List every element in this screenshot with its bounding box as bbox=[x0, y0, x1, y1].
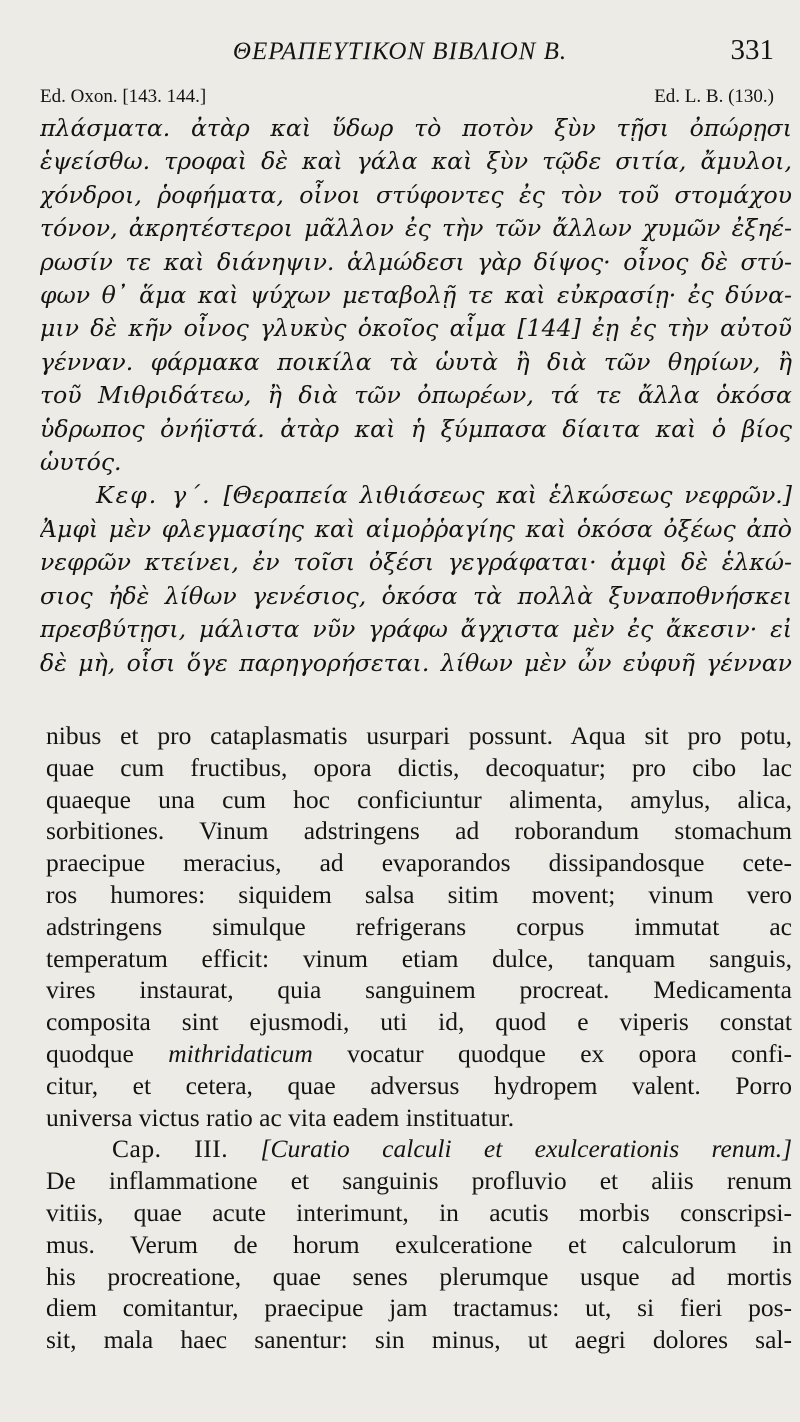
greek-line: ὑδρωπος ὀνήϊστά. ἀτὰρ καὶ ἡ ξύμπασα δίαιτα καὶ ὁ βίος bbox=[40, 414, 792, 443]
latin-word: quodque bbox=[46, 1038, 134, 1068]
latin-line: adstringens simulque refrigerans corpus immutat ac bbox=[46, 911, 792, 941]
latin-chapter-heading bbox=[46, 1133, 792, 1165]
latin-line: temperatum efficit: vinum etiam dulce, tanquam sanguis, bbox=[46, 943, 792, 973]
greek-line: δὲ μὴ, οἷσι ὅγε παρηγορήσεται. λίθων μὲν ὦν εὐφυῆ γένναν bbox=[40, 648, 792, 677]
latin-line: quaeque una cum hoc conficiuntur alimenta, amylus, alica, bbox=[46, 784, 792, 814]
greek-line: τοῦ Μιθριδάτεω, ἢ διὰ τῶν ὀπωρέων, τά τε ἄλλα ὁκόσα bbox=[40, 381, 792, 410]
latin-line: nibus et pro cataplasmatis usurpari possunt. Aqua sit pro potu, bbox=[46, 721, 792, 750]
greek-line: ρωσίν τε καὶ διάνηψιν. ἁλμώδεσι γὰρ δίψος· οἶνος δὲ στύ- bbox=[40, 247, 792, 276]
latin-line: composita sint ejusmodi, uti id, quod e viperis constat bbox=[46, 1007, 792, 1037]
latin-line: De inflammatione et sanguinis profluvio et aliis renum bbox=[46, 1166, 792, 1196]
latin-line: quae cum fructibus, opora dictis, decoquatur; pro cibo lac bbox=[46, 752, 792, 782]
latin-chapter-label: Cap. III. bbox=[112, 1134, 229, 1164]
greek-line: γένναν. φάρμακα ποικίλα τὰ ὡυτὰ ἢ διὰ τῶν θηρίων, ἢ bbox=[40, 347, 792, 376]
greek-line: φων θ᾽ ἅμα καὶ ψύχων μεταβολῇ τε καὶ εὐκρασίῃ· ἐς δύνα- bbox=[40, 281, 792, 310]
edition-oxford-reference: Ed. Oxon. [143. 144.] bbox=[40, 86, 207, 107]
latin-text-block bbox=[46, 720, 792, 1356]
greek-chapter-label: Κεφ. γ΄. bbox=[96, 481, 212, 510]
latin-italic-term: mithridaticum bbox=[168, 1038, 313, 1068]
greek-line: χόνδροι, ῥοφήματα, οἶνοι στύφοντες ἐς τὸν τοῦ στομάχου bbox=[40, 180, 792, 209]
latin-word: vocatur quodque ex opora confi- bbox=[347, 1038, 792, 1068]
greek-line: ὡυτός. bbox=[40, 448, 122, 477]
latin-line: universa victus ratio ac vita eadem instituatur. bbox=[46, 1102, 515, 1132]
latin-line: vires instaurat, quia sanguinem procreat. Medicamenta bbox=[46, 975, 792, 1005]
page-number: 331 bbox=[730, 34, 774, 66]
latin-line: his procreatione, quae senes plerumque usque ad mortis bbox=[46, 1261, 792, 1291]
latin-line: praecipue meracius, ad evaporandos dissipandosque cete- bbox=[46, 848, 792, 878]
greek-line: Ἀμφὶ μὲν φλεγμασίης καὶ αἱμοῤῥαγίης καὶ ὁκόσα ὀξέως ἀπὸ bbox=[40, 514, 792, 543]
latin-line: citur, et cetera, quae adversus hydropem valent. Porro bbox=[46, 1070, 792, 1100]
latin-line-mithridaticum bbox=[46, 1038, 792, 1070]
latin-line: sorbitiones. Vinum adstringens ad roborandum stomachum bbox=[46, 816, 792, 846]
greek-line: μιν δὲ κῆν οἶνος γλυκὺς ὁκοῖος αἷμα [144] ἐῃ ἐς τὴν αὐτοῦ bbox=[40, 314, 792, 343]
page-header bbox=[0, 34, 800, 74]
greek-chapter-heading bbox=[40, 479, 792, 512]
greek-line: πλάσματα. ἀτὰρ καὶ ὕδωρ τὸ ποτὸν ξὺν τῇσι ὀπώρῃσι bbox=[40, 114, 792, 142]
latin-line: vitiis, quae acute interimunt, in acutis morbis conscripsi- bbox=[46, 1197, 792, 1227]
greek-line: τόνον, ἀκρητέστεροι μᾶλλον ἐς τὴν τῶν ἄλλων χυμῶν ἐξηέ- bbox=[40, 214, 792, 243]
running-title: ΘΕΡΑΠΕΥΤΙΚΟΝ ΒΙΒΛΙΟΝ Β. bbox=[232, 38, 568, 65]
latin-line: ros humores: siquidem salsa sitim movent; vinum vero bbox=[46, 879, 792, 909]
latin-chapter-title: [Curatio calculi et exulcerationis renum.] bbox=[260, 1134, 792, 1164]
edition-leiden-reference: Ed. L. B. (130.) bbox=[654, 86, 774, 107]
greek-chapter-title: [Θεραπεία λιθιάσεως καὶ ἑλκώσεως νεφρῶν.] bbox=[223, 481, 792, 510]
greek-line: σιος ἠδὲ λίθων γενέσιος, ὁκόσα τὰ πολλὰ ξυναποθνήσκει bbox=[40, 581, 792, 610]
latin-line: mus. Verum de horum exulceratione et calculorum in bbox=[46, 1229, 792, 1259]
latin-line: diem comitantur, praecipue jam tractamus: ut, si fieri pos- bbox=[46, 1293, 792, 1323]
greek-line: νεφρῶν κτείνει, ἐν τοῖσι ὀξέσι γεγράφαται· ἀμφὶ δὲ ἑλκώ- bbox=[40, 548, 792, 577]
latin-line: sit, mala haec sanentur: sin minus, ut aegri dolores sal- bbox=[46, 1325, 792, 1355]
greek-line: ἑψείσθω. τροφαὶ δὲ καὶ γάλα καὶ ξὺν τῷδε σιτία, ἄμυλοι, bbox=[40, 147, 792, 176]
greek-line: πρεσβύτῃσι, μάλιστα νῦν γράφω ἄγχιστα μὲν ἐς ἄκεσιν· εἰ bbox=[40, 615, 792, 644]
edition-reference-line bbox=[40, 86, 774, 110]
greek-text-block bbox=[40, 112, 792, 680]
